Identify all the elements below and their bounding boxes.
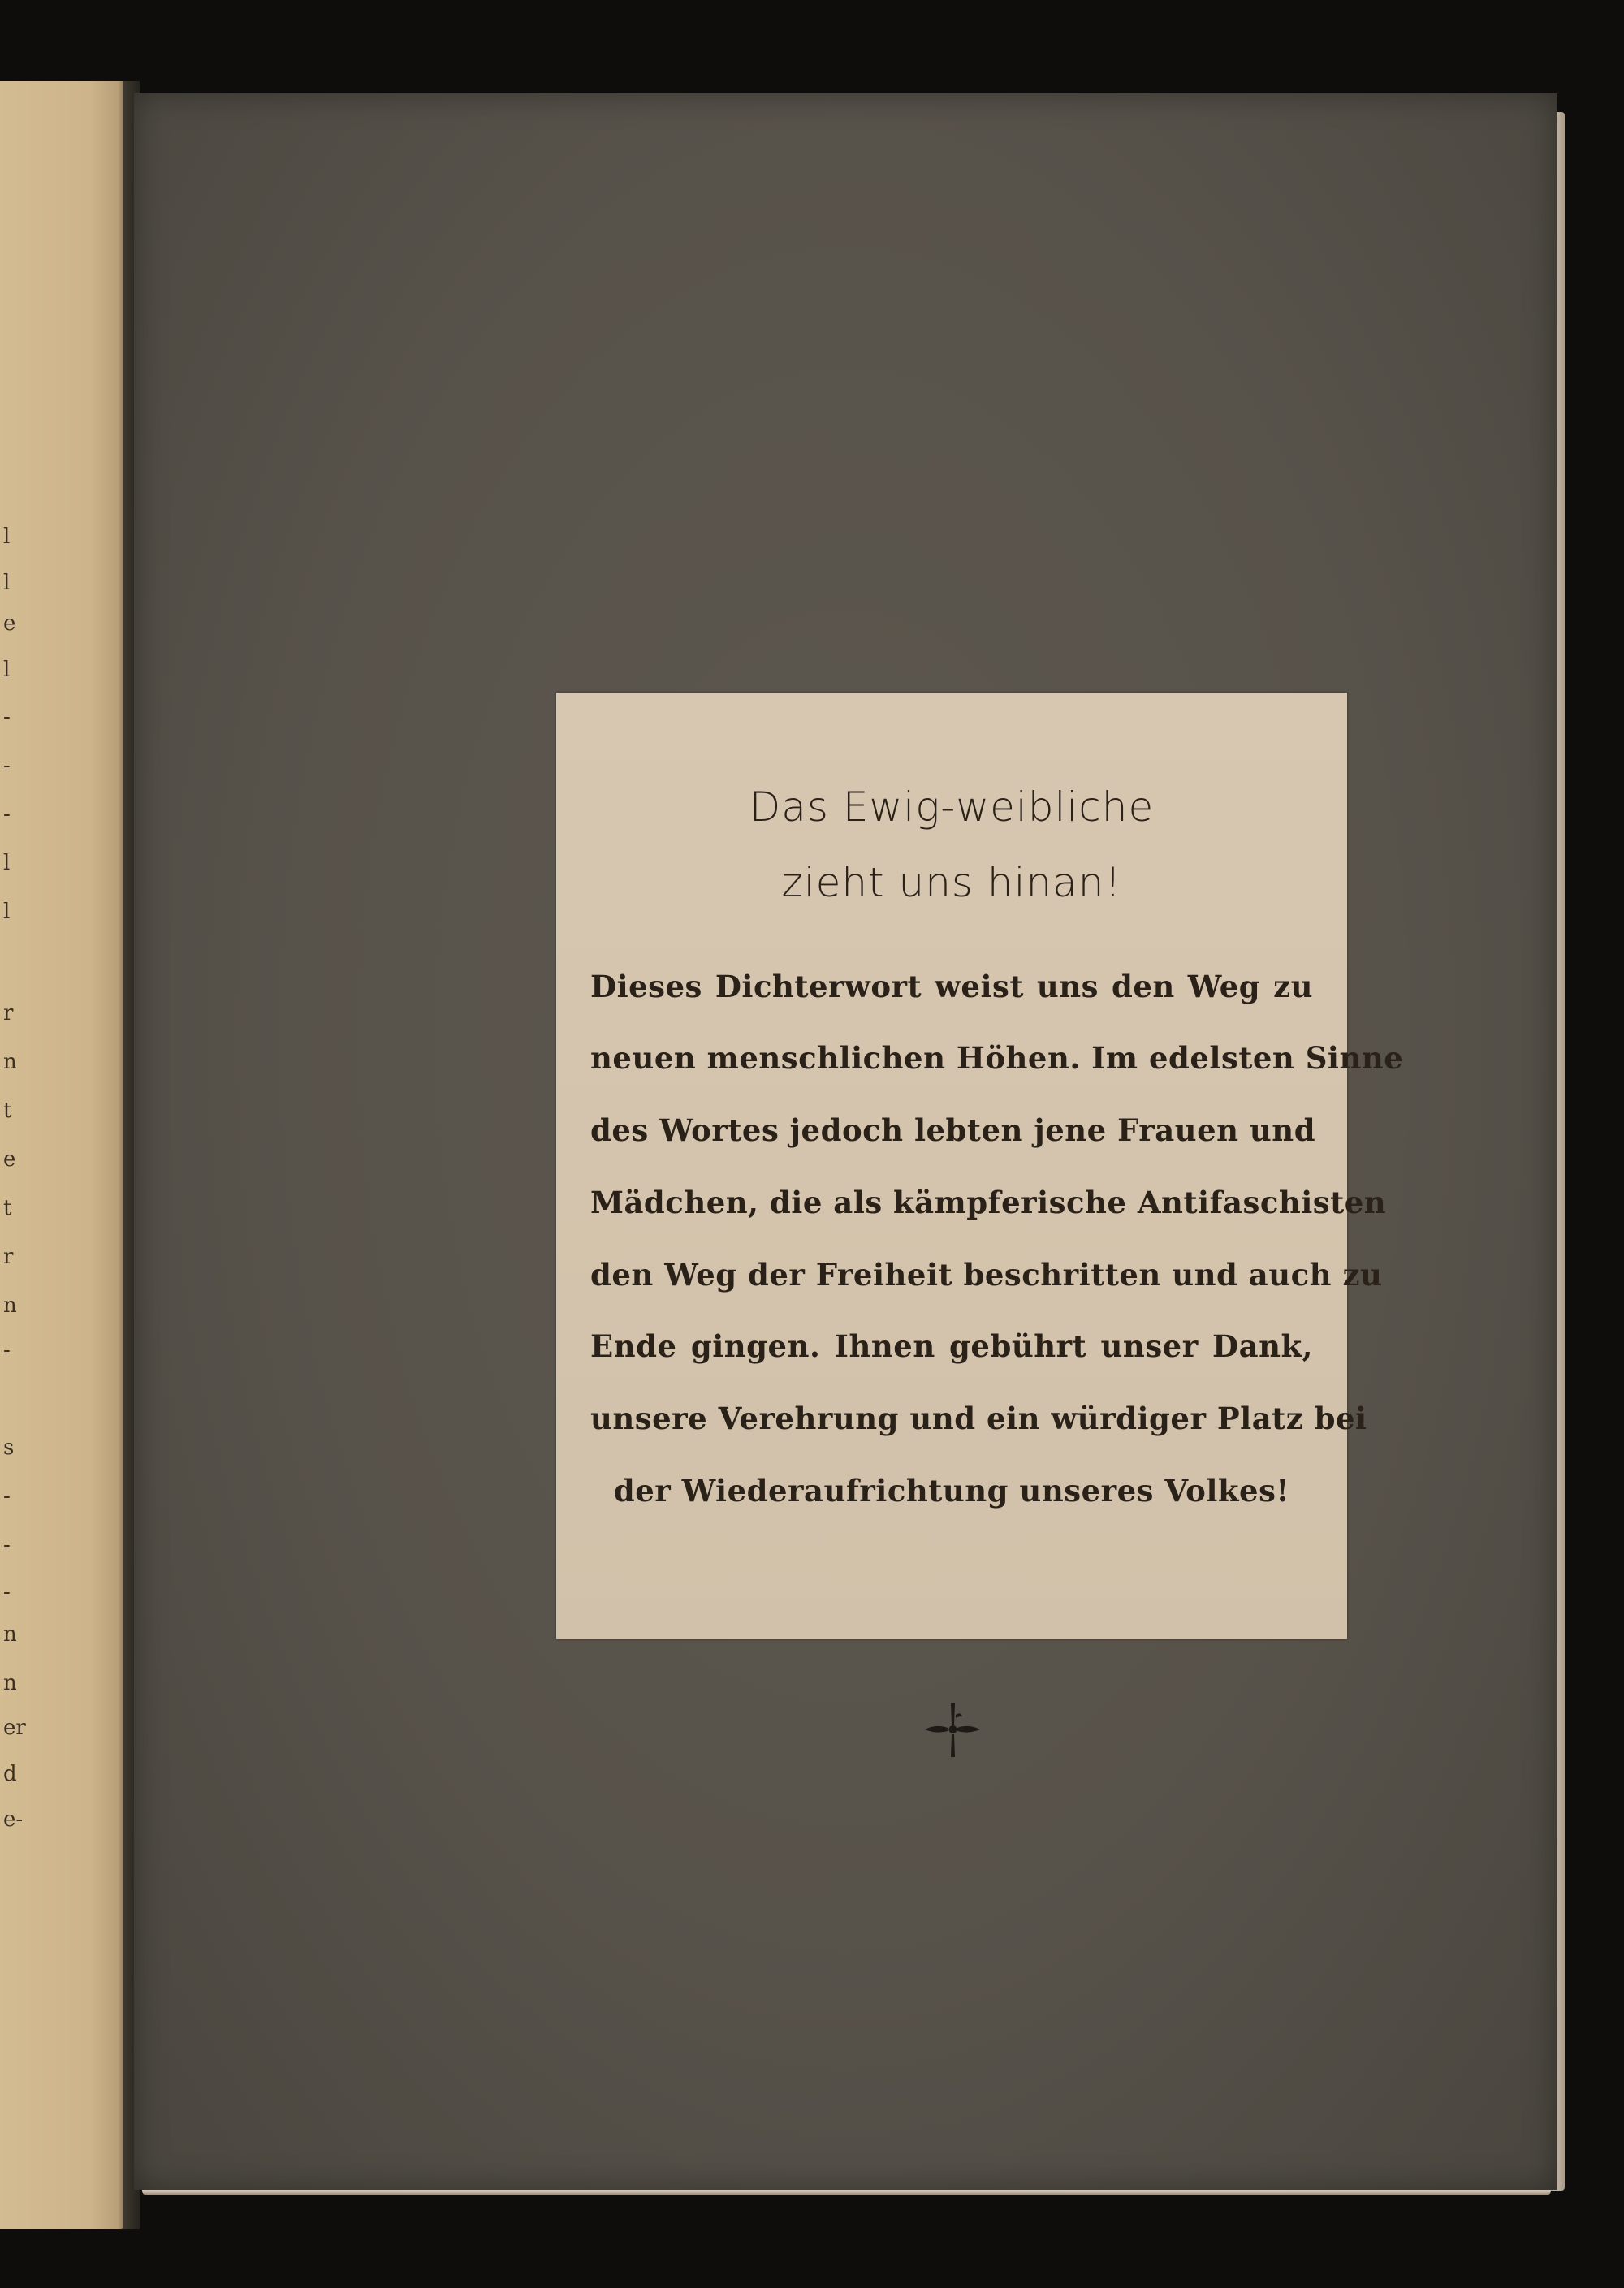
left-page-fragment: l: [3, 658, 11, 682]
left-page-fragment: l: [3, 851, 11, 875]
left-page-fragment: n: [3, 1050, 17, 1074]
body-line: Dieses Dichterwort weist uns den Weg zu: [590, 969, 1313, 1004]
body-line: den Weg der Freiheit beschritten und auch zu: [590, 1257, 1383, 1293]
title-line-1: Das Ewig-weibliche: [749, 784, 1155, 831]
left-page-fragment: d: [3, 1762, 17, 1786]
body-line: des Wortes jedoch lebten jene Frauen und: [590, 1112, 1316, 1148]
body-line: neuen menschlichen Höhen. Im edelsten Sinne: [590, 1040, 1404, 1076]
body-line: unsere Verehrung und ein würdiger Platz bei: [590, 1401, 1367, 1436]
left-page-fragment: r: [3, 1245, 14, 1269]
left-page-fragment: e: [3, 1147, 16, 1172]
left-page-fragment: t: [3, 1099, 12, 1123]
left-page-fragment: n: [3, 1671, 17, 1695]
left-page-fragment: -: [3, 705, 11, 729]
left-page-fragment: t: [3, 1196, 12, 1220]
title-line-2: zieht uns hinan!: [781, 859, 1122, 906]
left-page-fragment: r: [3, 1001, 14, 1025]
left-page-fragment: n: [3, 1293, 17, 1318]
left-page-fragment: -: [3, 802, 11, 827]
left-page-fragment: n: [3, 1622, 17, 1647]
body-line: der Wiederaufrichtung unseres Volkes!: [613, 1473, 1290, 1509]
left-page-fragment: -: [3, 1338, 11, 1362]
left-page-fragment: -: [3, 1533, 11, 1557]
left-page-fragment: -: [3, 1484, 11, 1509]
pasted-text-label: [556, 693, 1404, 1639]
body-line: Mädchen, die als kämpferische Antifaschisten: [590, 1185, 1387, 1220]
right-page-cover: [134, 93, 1557, 2190]
left-page-fragment: er: [3, 1716, 26, 1740]
fleuron-cross-icon: [920, 1697, 985, 1762]
left-page-edge: [0, 81, 128, 2229]
left-page-fragment: s: [3, 1435, 15, 1460]
left-page-fragment: l: [3, 571, 11, 595]
body-line: Ende gingen. Ihnen gebührt unser Dank,: [590, 1328, 1313, 1364]
left-page-fragment: l: [3, 900, 11, 924]
left-page-fragment: -: [3, 1580, 11, 1604]
left-page-fragment: e-: [3, 1807, 24, 1832]
left-page-fragment: -: [3, 753, 11, 778]
left-page-fragment: l: [3, 525, 11, 549]
left-page-fragment: e: [3, 611, 16, 636]
